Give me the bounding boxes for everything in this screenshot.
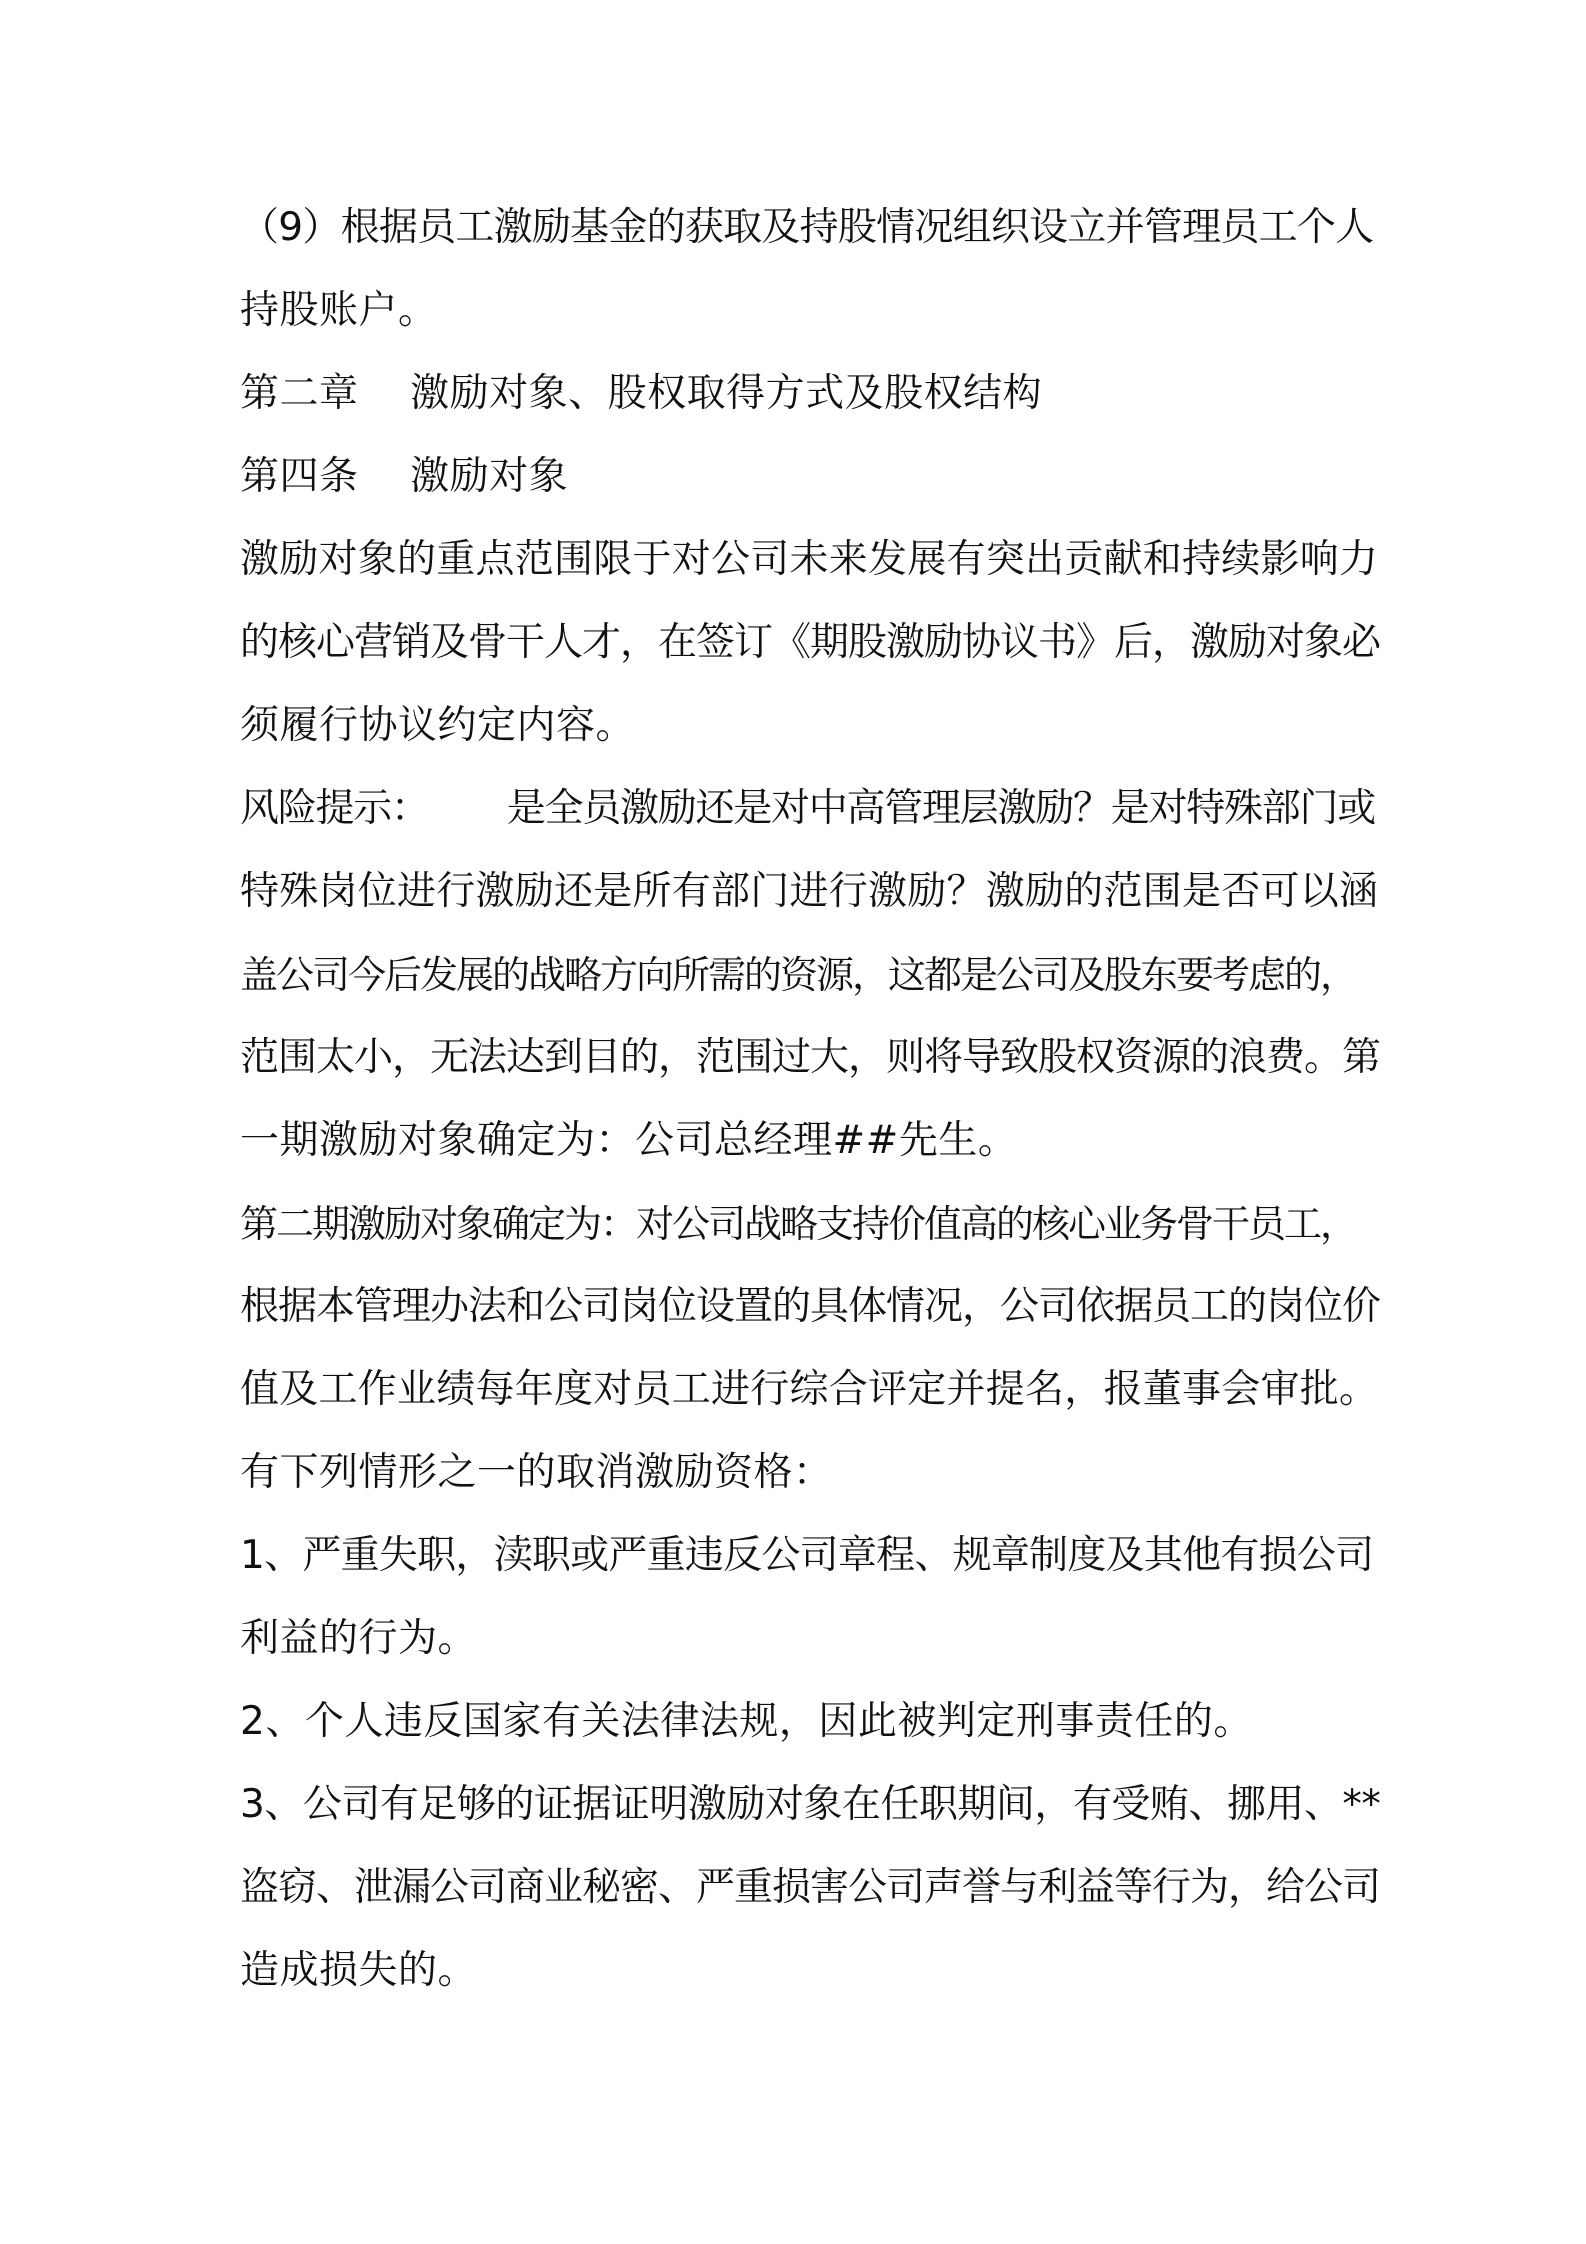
chapter-heading: 第二章 激励对象、股权取得方式及股权结构 (240, 371, 1043, 416)
text-line: 第二期激励对象确定为：对公司战略支持价值高的核心业务骨干员工， (240, 1202, 1357, 1246)
text-line: 造成损失的。 (240, 1948, 478, 1993)
text-line: 的核心营销及骨干人才，在签订《期股激励协议书》后，激励对象必 (240, 620, 1381, 665)
text-line: 有下列情形之一的取消激励资格： (240, 1450, 833, 1495)
text-line: 须履行协议约定内容。 (240, 703, 636, 748)
text-line: 持股账户。 (240, 288, 438, 333)
text-line: 根据本管理办法和公司岗位设置的具体情况，公司依据员工的岗位价 (240, 1284, 1381, 1329)
list-item: 1、严重失职，渎职或严重违反公司章程、规章制度及其他有损公司 (240, 1533, 1374, 1578)
text-line: 盖公司今后发展的战略方向所需的资源，这都是公司及股东要考虑的， (240, 953, 1357, 997)
text-line: 特殊岗位进行激励还是所有部门进行激励？激励的范围是否可以涵 (240, 869, 1379, 914)
text-line: （9）根据员工激励基金的获取及持股情况组织设立并管理员工个人 (240, 205, 1374, 250)
text-line: 一期激励对象确定为：公司总经理##先生。 (240, 1118, 1018, 1163)
text-line: 值及工作业绩每年度对员工进行综合评定并提名，报董事会审批。 (240, 1367, 1379, 1412)
text-line: 激励对象的重点范围限于对公司未来发展有突出贡献和持续影响力 (240, 537, 1379, 582)
text-line: 利益的行为。 (240, 1616, 478, 1661)
text-line: 范围太小，无法达到目的，范围过大，则将导致股权资源的浪费。第 (240, 1035, 1381, 1080)
list-item: 3、公司有足够的证据证明激励对象在任职期间，有受贿、挪用、** (240, 1782, 1381, 1827)
text-line: 盗窃、泄漏公司商业秘密、严重损害公司声誉与利益等行为，给公司 (240, 1865, 1381, 1910)
risk-note-line: 风险提示： 是全员激励还是对中高管理层激励？是对特殊部门或 (240, 786, 1376, 831)
article-heading: 第四条 激励对象 (240, 454, 569, 499)
list-item: 2、个人违反国家有关法律法规，因此被判定刑事责任的。 (240, 1699, 1253, 1744)
